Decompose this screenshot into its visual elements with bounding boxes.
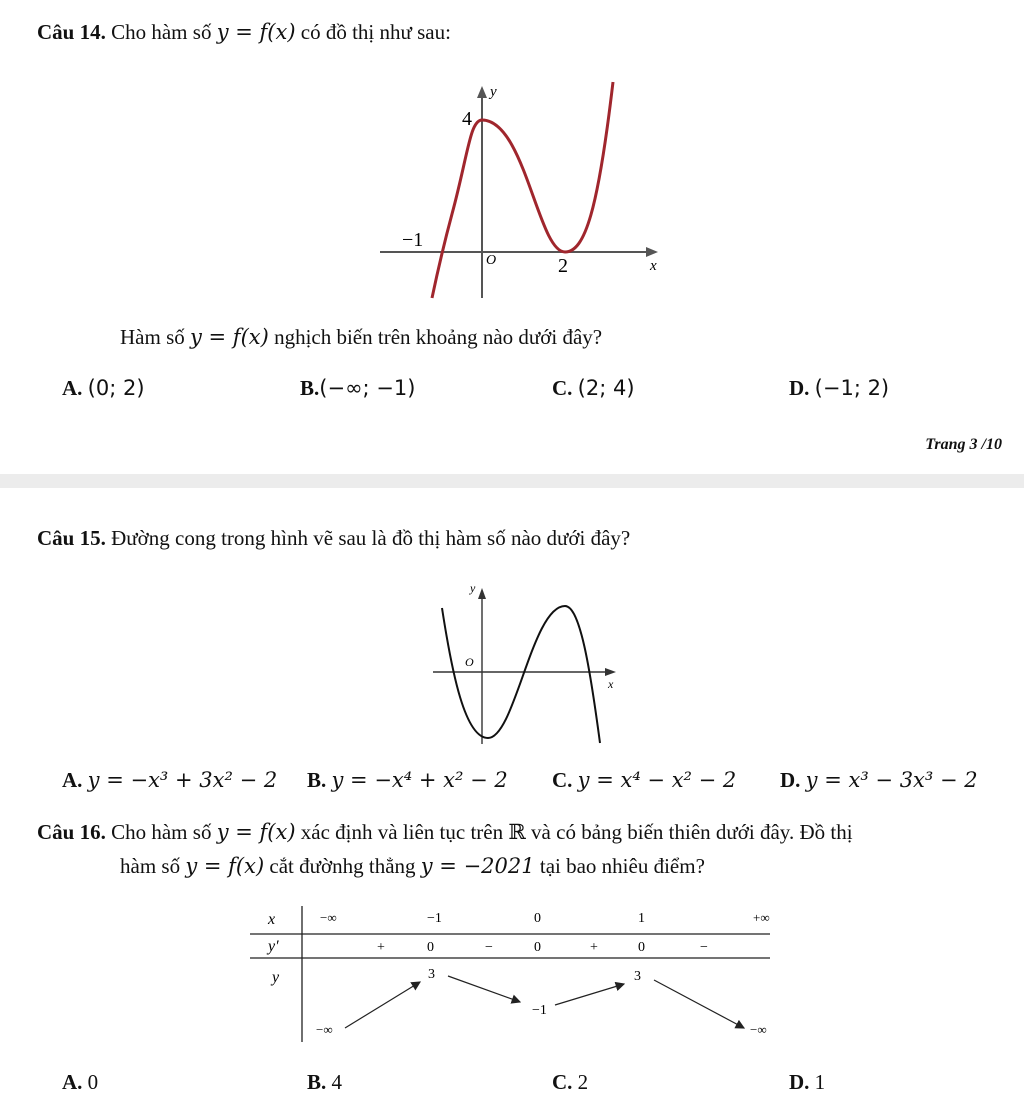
table-sign: + bbox=[377, 940, 385, 955]
table-sign: + bbox=[590, 940, 598, 955]
q16-line2-func: y = f(x) bbox=[185, 854, 265, 878]
q16-option-d-text: 1 bbox=[814, 1070, 826, 1094]
q15-heading bbox=[37, 528, 630, 549]
q16-option-c-letter: C. bbox=[552, 1070, 573, 1094]
table-sign: − bbox=[485, 940, 493, 955]
q16-line2 bbox=[120, 856, 705, 877]
q15-option-b-letter: B. bbox=[307, 768, 327, 792]
q15-option-a[interactable] bbox=[62, 770, 277, 791]
q14-question-end: nghịch biến trên khoảng nào dưới đây? bbox=[274, 325, 603, 349]
q14-option-b-text: (−∞; −1) bbox=[319, 376, 416, 400]
table-sign: − bbox=[700, 940, 708, 955]
q15-curve bbox=[442, 606, 600, 743]
q15-option-c[interactable] bbox=[552, 770, 736, 791]
q15-text: Đường cong trong hình vẽ sau là đồ thị hàm số nào dưới đây? bbox=[111, 526, 631, 550]
q15-option-d-text: y = x³ − 3x³ − 2 bbox=[805, 768, 978, 792]
q14-curve bbox=[432, 82, 613, 298]
q14-number: Câu 14. bbox=[37, 20, 106, 44]
q16-option-c-text: 2 bbox=[577, 1070, 589, 1094]
q16-option-b-letter: B. bbox=[307, 1070, 327, 1094]
table-sign: 0 bbox=[534, 940, 541, 955]
table-sign: 0 bbox=[638, 940, 645, 955]
q15-origin-label: O bbox=[465, 655, 474, 669]
q16-option-a-text: 0 bbox=[87, 1070, 99, 1094]
q16-option-d[interactable] bbox=[789, 1072, 825, 1093]
q16-line1-a: Cho hàm số bbox=[111, 820, 212, 844]
q16-number: Câu 16. bbox=[37, 820, 106, 844]
page-separator bbox=[0, 474, 1024, 488]
q14-label-2: 2 bbox=[558, 255, 568, 277]
q14-heading bbox=[37, 22, 451, 43]
q14-x-axis-label: x bbox=[650, 258, 657, 274]
q15-option-c-letter: C. bbox=[552, 768, 573, 792]
q16-option-d-letter: D. bbox=[789, 1070, 810, 1094]
q14-intro: Cho hàm số bbox=[111, 20, 212, 44]
q14-option-b-letter: B. bbox=[300, 376, 320, 400]
table-y-value: 3 bbox=[428, 967, 435, 982]
q16-option-b-text: 4 bbox=[331, 1070, 343, 1094]
q16-line2-eq: y = −2021 bbox=[420, 854, 535, 878]
table-label-x: x bbox=[268, 911, 276, 928]
q15-option-d[interactable] bbox=[780, 770, 978, 791]
table-label-yprime: y′ bbox=[268, 938, 279, 955]
q15-option-a-letter: A. bbox=[62, 768, 83, 792]
q14-option-c-text: (2; 4) bbox=[577, 376, 635, 400]
q15-graph bbox=[430, 578, 630, 748]
table-y-value: 3 bbox=[634, 969, 641, 984]
q16-line2-c: tại bao nhiêu điểm? bbox=[539, 854, 705, 878]
q15-x-axis-label: x bbox=[608, 677, 614, 691]
q14-option-d-letter: D. bbox=[789, 376, 810, 400]
q15-option-b-text: y = −x⁴ + x² − 2 bbox=[331, 768, 508, 792]
q14-question-func: y = f(x) bbox=[190, 325, 269, 349]
table-y-value: −∞ bbox=[316, 1022, 333, 1037]
table-arrow-down bbox=[448, 976, 520, 1002]
table-arrow-down bbox=[654, 980, 744, 1028]
q15-option-a-text: y = −x³ + 3x² − 2 bbox=[87, 768, 278, 792]
q14-func: y = f(x) bbox=[216, 20, 296, 44]
q14-option-a-letter: A. bbox=[62, 376, 83, 400]
q14-y-axis-label: y bbox=[490, 84, 497, 100]
q16-line2-a: hàm số bbox=[120, 854, 181, 878]
q16-variation-table bbox=[250, 900, 790, 1048]
q16-option-a-letter: A. bbox=[62, 1070, 83, 1094]
q15-option-d-letter: D. bbox=[780, 768, 801, 792]
q16-line1 bbox=[37, 822, 853, 843]
q14-option-c-letter: C. bbox=[552, 376, 573, 400]
q14-option-a-text: (0; 2) bbox=[87, 376, 145, 400]
q14-question bbox=[120, 327, 602, 348]
q14-option-d-text: (−1; 2) bbox=[814, 376, 890, 400]
page-footer: Trang 3 /10 bbox=[925, 436, 1002, 453]
table-arrow-up bbox=[555, 984, 624, 1005]
table-arrow-up bbox=[345, 982, 420, 1028]
q15-option-b[interactable] bbox=[307, 770, 508, 791]
table-y-value: −∞ bbox=[750, 1022, 767, 1037]
table-x-value: 0 bbox=[534, 911, 541, 926]
q16-line2-b: cắt đườnhg thẳng bbox=[269, 854, 416, 878]
q14-origin-label: O bbox=[486, 253, 497, 268]
q14-option-c[interactable] bbox=[552, 378, 635, 399]
table-label-y: y bbox=[272, 969, 280, 986]
q16-line1-func: y = f(x) bbox=[216, 820, 296, 844]
q14-label-minus1: −1 bbox=[402, 229, 424, 251]
q16-option-a[interactable] bbox=[62, 1072, 98, 1093]
q14-label-4: 4 bbox=[462, 108, 472, 130]
q14-intro-end: có đồ thị như sau: bbox=[300, 20, 451, 44]
q15-number: Câu 15. bbox=[37, 526, 106, 550]
table-x-value: +∞ bbox=[753, 910, 770, 925]
q15-y-axis-label: y bbox=[470, 581, 476, 595]
table-sign: 0 bbox=[427, 940, 434, 955]
q14-question-pre: Hàm số bbox=[120, 325, 185, 349]
q14-option-d[interactable] bbox=[789, 378, 889, 399]
table-x-value: −∞ bbox=[320, 910, 337, 925]
q16-option-c[interactable] bbox=[552, 1072, 588, 1093]
q14-option-b[interactable] bbox=[300, 378, 415, 399]
q14-graph bbox=[380, 80, 670, 305]
q14-option-a[interactable] bbox=[62, 378, 145, 399]
q15-option-c-text: y = x⁴ − x² − 2 bbox=[577, 768, 737, 792]
table-x-value: 1 bbox=[638, 911, 645, 926]
q16-option-b[interactable] bbox=[307, 1072, 342, 1093]
table-y-value: −1 bbox=[532, 1003, 547, 1018]
table-x-value: −1 bbox=[427, 911, 442, 926]
q16-line1-b: xác định và liên tục trên ℝ và có bảng biến thiên dưới đây. Đồ thị bbox=[300, 820, 853, 844]
